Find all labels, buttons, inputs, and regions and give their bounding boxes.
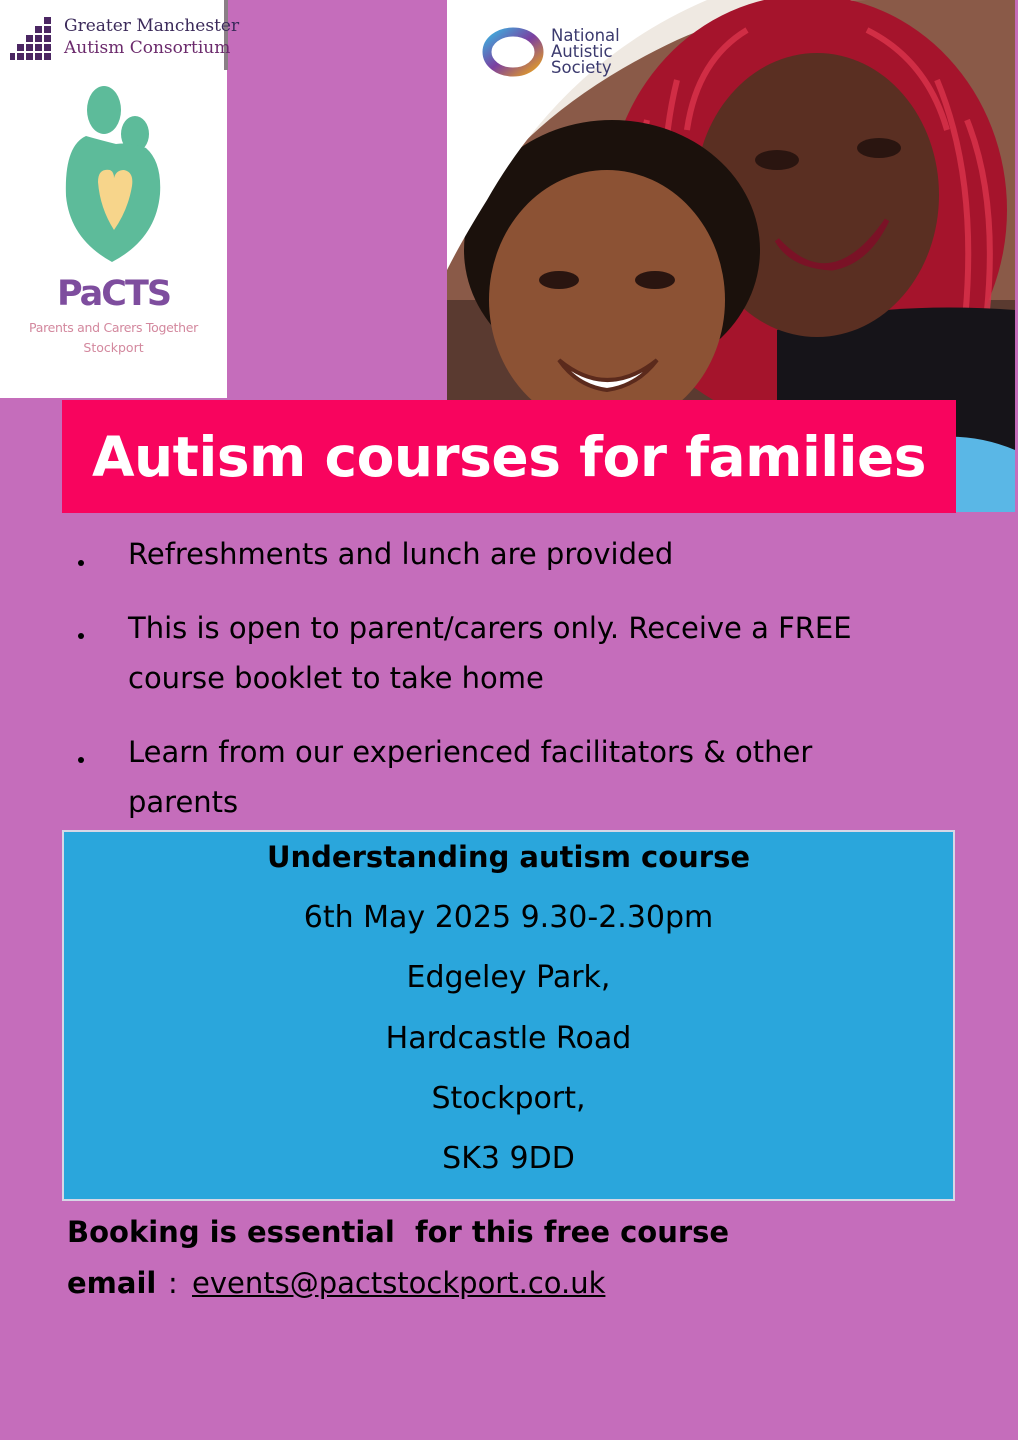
- nas-line1: National: [551, 26, 620, 45]
- bullet-icon: [78, 560, 84, 566]
- nas-wordmark: [551, 28, 620, 76]
- bullet-item-refreshments: Refreshments and lunch are provided: [128, 537, 674, 571]
- page-title: Autism courses for families: [91, 424, 927, 489]
- pacts-tagline: Parents and Carers Together: [29, 320, 198, 335]
- email-colon: :: [168, 1266, 178, 1300]
- course-address-line1: Edgeley Park,: [406, 960, 611, 995]
- gmac-name-line2: Autism Consortium: [64, 38, 231, 58]
- course-address-postcode: SK3 9DD: [442, 1141, 575, 1176]
- bullet-item-open-to: This is open to parent/carers only. Receive a FREE course booklet to take home: [128, 611, 852, 695]
- email-link[interactable]: events@pactstockport.co.uk: [192, 1266, 606, 1300]
- booking-note: Booking is essential for this free course: [67, 1215, 730, 1249]
- nas-line2: Autistic: [551, 42, 613, 61]
- bullet-item-learn: Learn from our experienced facilitators & other parents: [128, 735, 813, 819]
- gmac-name-line1: Greater Manchester: [64, 16, 240, 36]
- pacts-location: Stockport: [83, 340, 144, 355]
- pacts-wordmark: PaCTS: [56, 274, 171, 314]
- nas-line3: Society: [551, 58, 612, 77]
- gmac-logo-icon: [10, 17, 52, 61]
- pacts-logo-icon: [58, 84, 168, 264]
- bullet-icon: [78, 757, 84, 763]
- title-banner: [62, 400, 956, 513]
- email-label: email: [67, 1266, 157, 1300]
- course-address-line3: Stockport,: [431, 1081, 586, 1116]
- course-heading: Understanding autism course: [266, 840, 751, 874]
- bullet-icon: [78, 633, 84, 639]
- course-date-time: 6th May 2025 9.30-2.30pm: [303, 900, 714, 935]
- nas-logo-icon: [480, 26, 546, 78]
- course-address-line2: Hardcastle Road: [385, 1021, 632, 1056]
